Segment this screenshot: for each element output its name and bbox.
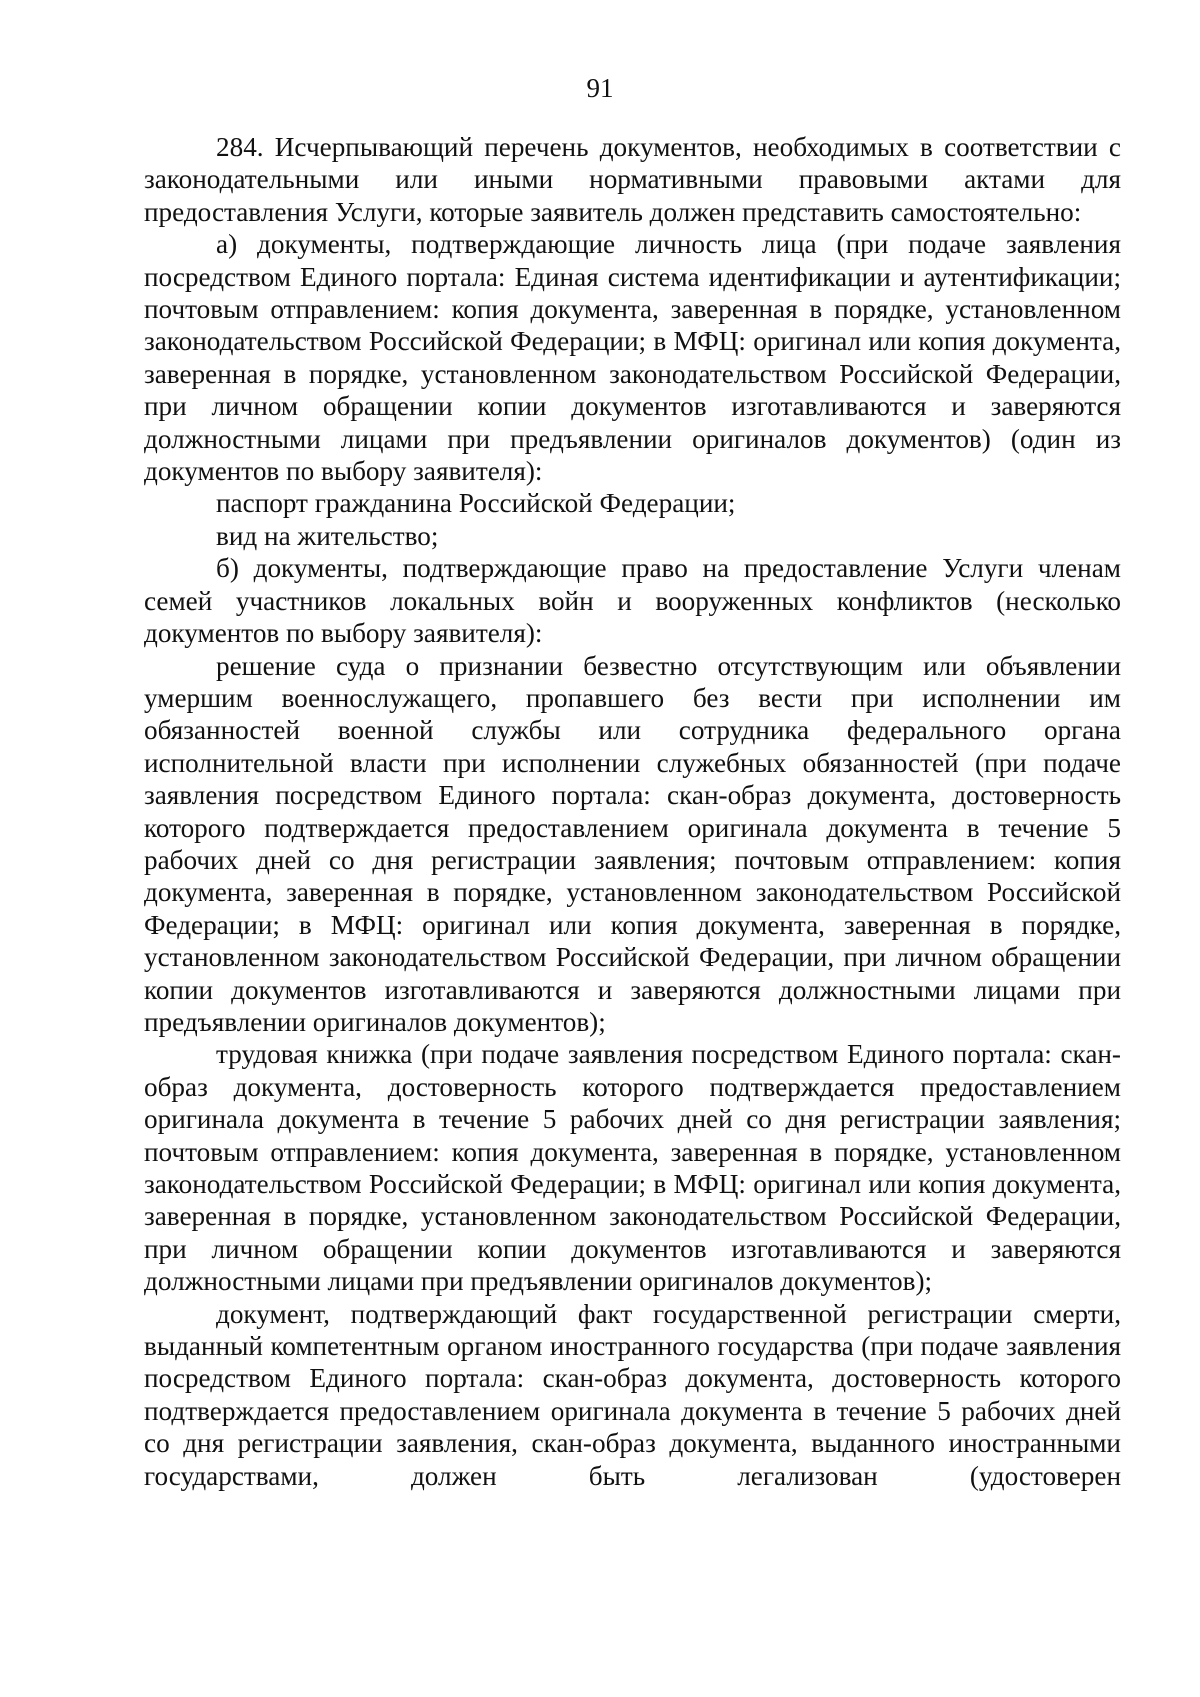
paragraph-item-a: а) документы, подтверждающие личность лица (при подаче заявления посредством Единого портала: Единая система идентификации и аутентификации; почтовым отправлением: копия документа, заверенная в порядке, установленном законодательством Российской Федерации; в МФЦ: оригинал или копия документа, заверенная в порядке, установленном законодательством Российской Федерации, при личном обращении копии документов изготавливаются и заверяются должностными лицами при предъявлении оригиналов документов) (один из документов по выбору заявителя):	[144, 229, 1121, 487]
page-number: 91	[586, 73, 614, 103]
paragraph-court-decision: решение суда о признании безвестно отсутствующим или объявлении умершим военнослужащего, пропавшего без вести при исполнении им обязанностей военной службы или сотрудника федерального органа исполнительной власти при исполнении служебных обязанностей (при подаче заявления посредством Единого портала: скан-образ документа, достоверность которого подтверждается предоставлением оригинала документа в течение 5 рабочих дней со дня регистрации заявления; почтовым отправлением: копия документа, заверенная в порядке, установленном законодательством Российской Федерации; в МФЦ: оригинал или копия документа, заверенная в порядке, установленном законодательством Российской Федерации, при личном обращении копии документов изготавливаются и заверяются должностными лицами при предъявлении оригиналов документов);	[144, 650, 1121, 1037]
paragraph-death-registration: документ, подтверждающий факт государственной регистрации смерти, выданный компетентным органом иностранного государства (при подаче заявления посредством Единого портала: скан-образ документа, достоверность которого подтверждается предоставлением оригинала документа в течение 5 рабочих дней со дня регистрации заявления, скан-образ документа, выданного иностранными государствами, должен быть легализован (удостоверен	[144, 1298, 1121, 1491]
paragraph-item-b: б) документы, подтверждающие право на предоставление Услуги членам семей участников локальных войн и вооруженных конфликтов (несколько документов по выбору заявителя):	[144, 553, 1121, 649]
paragraph-284-intro: 284. Исчерпывающий перечень документов, необходимых в соответствии с законодательными или иными нормативными правовыми актами для предоставления Услуги, которые заявитель должен представить самостоятельно:	[144, 132, 1121, 227]
document-body	[144, 131, 1121, 1492]
list-item-passport: паспорт гражданина Российской Федерации;	[216, 488, 736, 519]
paragraph-employment-record: трудовая книжка (при подаче заявления посредством Единого портала: скан-образ документа, достоверность которого подтверждается предоставлением оригинала документа в течение 5 рабочих дней со дня регистрации заявления; почтовым отправлением: копия документа, заверенная в порядке, установленном законодательством Российской Федерации; в МФЦ: оригинал или копия документа, заверенная в порядке, установленном законодательством Российской Федерации, при личном обращении копии документов изготавливаются и заверяются должностными лицами при предъявлении оригиналов документов);	[144, 1039, 1121, 1297]
list-item-residence-permit: вид на жительство;	[216, 520, 439, 551]
